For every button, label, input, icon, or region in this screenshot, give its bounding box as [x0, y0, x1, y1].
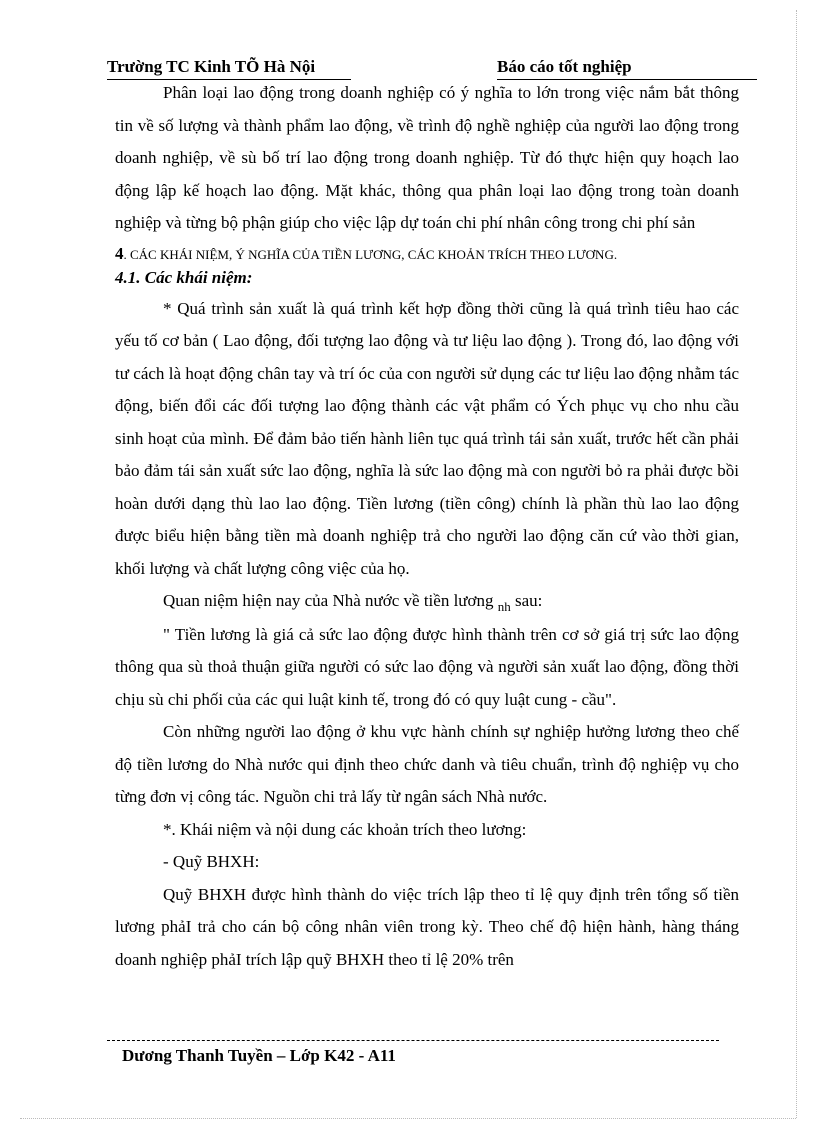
section-4-title: . CÁC KHÁI NIỆM, Ý NGHĨA CỦA TIỀN LƯƠNG, CÁC KHOẢN TRÍCH THEO LƯƠNG.	[123, 246, 618, 262]
section-4-number: 4	[115, 243, 124, 263]
state-concept-text: Quan niệm hiện nay của Nhà nước về tiền lương	[163, 591, 498, 610]
paragraph-bhxh-fund-label: - Quỹ BHXH:	[163, 852, 260, 871]
paragraph-public-sector: Còn những người lao động ở khu vực hành chính sự nghiệp hưởng lương theo chế độ tiền lương do Nhà nước qui định theo chức danh và tiêu chuẩn, trình độ nghiệp vụ cho từng đơn vị công tác. Nguồn chi trả lấy từ ngân sách Nhà nước.	[115, 722, 739, 806]
paragraph-production-process: * Quá trình sản xuất là quá trình kết hợp đồng thời cũng là quá trình tiêu hao các yếu tố cơ bản ( Lao động, đối tượng lao động và tư liệu lao động ). Trong đó, lao động với tư cách là hoạt động chân tay và trí óc của con người sử dụng các tư liệu lao động nhằm tác động, biến đổi các đối tượng lao động thành các vật phẩm có Ých phục vụ cho nhu cầu sinh hoạt của mình. Để đảm bảo tiến hành liên tục quá trình tái sản xuất, trước hết cần phải bảo đảm tái sản xuất sức lao động, nghĩa là sức lao động mà con người bỏ ra phải được bồi hoàn dưới dạng thù lao lao động. Tiền lương (tiền công) chính là phần thù lao lao động được biểu hiện bằng tiền mà doanh nghiệp trả cho người lao động căn cứ vào thời gian, khối lượng và chất lượng công việc của họ.	[115, 298, 739, 578]
paragraph-bhxh-fund: Quỹ BHXH được hình thành do việc trích lập theo tỉ lệ quy định trên tổng số tiền lương phảI trả cho cán bộ công nhân viên trong kỳ. Theo chế độ hiện hành, hàng tháng doanh nghiệp phảI trích lập quỹ BHXH theo tỉ lệ 20% trên	[115, 884, 739, 969]
document-body	[115, 77, 739, 976]
page-edge-right	[796, 10, 797, 1118]
header-school-name: Trường TC Kinh TÕ Hà Nội	[107, 56, 351, 80]
section-4-1-heading: 4.1. Các khái niệm:	[115, 267, 253, 287]
paragraph-deductions-heading: *. Khái niệm và nội dung các khoản trích theo lương:	[163, 819, 527, 839]
paragraph-wage-definition: " Tiền lương là giá cả sức lao động được hình thành trên cơ sở giá trị sức lao động thông qua sù thoả thuận giữa người có sức lao động và người sản xuất lao động, đồng thời chịu sù chi phối của các qui luật kinh tế, trong đó có quy luật cung - cầu".	[115, 624, 739, 709]
state-concept-subscript: nh	[497, 599, 511, 614]
paragraph-state-concept	[115, 585, 739, 619]
footer-divider	[107, 1040, 719, 1041]
page-edge-bottom	[20, 1118, 796, 1119]
footer-author: Dương Thanh Tuyền – Lớp K42 - A11	[122, 1046, 396, 1065]
paragraph-labor-classification: Phân loại lao động trong doanh nghiệp có ý nghĩa to lớn trong việc nắm bắt thông tin về số lượng và thành phẩm lao động, về trình độ nghề nghiệp của người lao động trong doanh nghiệp, về sù bố trí lao động trong doanh nghiệp. Từ đó thực hiện quy hoạch lao động lập kế hoạch lao động. Mặt khác, thông qua phân loại lao động trong toàn doanh nghiệp và từng bộ phận giúp cho việc lập dự toán chi phí nhân công trong chi phí sản	[115, 83, 739, 232]
section-4-heading	[115, 244, 739, 265]
state-concept-end: sau:	[510, 591, 543, 610]
header-report-title: Báo cáo tốt nghiệp	[497, 56, 757, 80]
